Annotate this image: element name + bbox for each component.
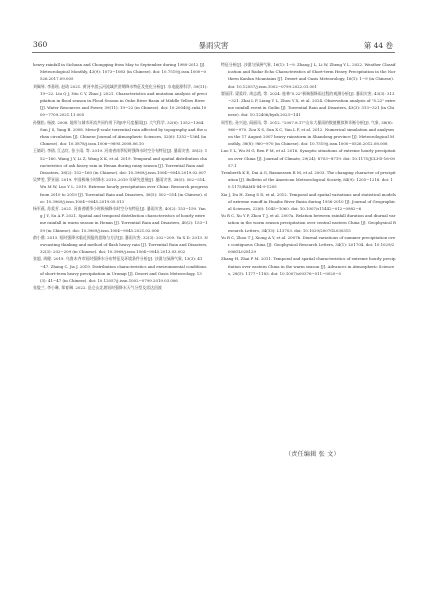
reference-entry: Zhang H, Zhai P M. 2011. Temporal and spatial characteristics of extreme hourly precipitation over eastern China in the warm season [J]. Advances in Atmospheric Sciences, 28(5): 1177−1183. doi: 10.1007/s00376−011−0020−0 <box>221 256 396 276</box>
reference-entry: 翟丽萍, 梁爱玲, 周志霞, 等. 2024. 桂林"5.22"极端强降雨过程的观测分析[J]. 暴雨灾害, 43(3): 313−321. Zhai L P, Liang Y L, Zhou Y X, et al. 2024. Observation analysis of "5.22" extreme rainfall event in Guilin [J]. Torrential Rain and Disasters, 43(3): 313−321 (in Chinese). doi: 10.12406/byzh.2023−141 <box>221 90 396 118</box>
header-rule <box>32 52 395 53</box>
volume-label: 第 44 卷 <box>363 41 393 50</box>
reference-entry: Yu R C, Zhou T J, Xiong A Y, et al. 2007b. Diurnal variations of summer precipitation over contiguous China [J]. Geophysical Research Letters, 34(1): L01704. doi: 10.1029/2006GL028129 <box>221 234 396 255</box>
reference-entry: Luo Y L, Wu M G, Ren F M, et al. 2016. Synoptic situations of extreme hourly precipitation over China [J]. Journal of Climate, 29(24): 8703−8719. doi: 10.1175/JCLI-D-16-0057.1 <box>221 148 396 168</box>
reference-entry: 俞小鼎. 2013. 短时强降水临近预报的思路与方法[J]. 暴雨灾害, 32(3): 202−209. Yu X D. 2013. Nowcasting thinking and method of flash heavy rain [J]. Torrential Rain and Disasters, 32(3): 202−209 (in Chinese). doi: 10.3969/j.issn.1004−9045.2013.03.002 <box>33 234 208 255</box>
reference-entry: Trenberth K E, Dai A G, Rasmussen R M, et al. 2003. The changing character of precipitation [J]. Bulletin of the American Meteorological Society, 84(9): 1205−1218. doi: 10.1175/BAMS-84-9-1205 <box>221 170 396 190</box>
reference-entry: Yu R C, Xu Y P, Zhou T J, et al. 2007a. Relation between rainfall duration and diurnal variation in the warm season precipitation over central eastern China [J]. Geophysical Research Letters, 34(13): L13703. doi: 10.1029/2007GL030315 <box>221 213 396 233</box>
page-number: 360 <box>33 40 48 49</box>
reference-entry: 孙继松, 杨波. 2008. 地形与城市环流共同作用下的β中尺度暴雨[J]. 大气科学, 32(6): 1352−1364. Sun J S, Yang B. 2008. Meso-β-scale torrential rain affected by topography and the urban circulation [J]. Chinese Journal of Atmospheric Sciences, 32(6): 1352−1364 (in Chinese). doi: 10.3878/j.issn.1006−9895.2008.06.10 <box>33 119 207 147</box>
journal-title: 暴雨灾害 <box>198 41 229 50</box>
references-left-column <box>33 61 208 292</box>
reference-entry: Xia J, Du H, Zeng S D, et al. 2012. Temporal and spatial variations and statistical models of extreme runoff in Huaihe River Basin during 1956-2010 [J]. Journal of Geographical Sciences, 22(6): 1045−1060. doi: 10.1007/s11442−012−0982−6 <box>221 191 396 212</box>
reference-entry: 吴梦雯, 罗亚丽. 2019. 中国极端小时降水 2010–2019 年研究进展[J]. 暴雨灾害, 38(5): 502−514. Wu M W, Luo Y L. 2019. Extreme hourly precipitation over China: Research progress from 2010 to 2019 [J]. Torrential Rain and Disasters, 38(5): 502−514 (in Chinese). doi: 10.3969/j.issn.1004−9045.2019.05.013 <box>33 177 208 204</box>
page-header <box>0 0 427 58</box>
references-right-column <box>221 61 396 277</box>
reference-entry: 张超, 周健. 2019. 乌鲁木齐市短时强降水分布特征及环境条件分析[J]. 沙漠与绿洲气象, 13(3): 41−47. Zhang C, Jia J. 2019. Distribution characteristics and environmental conditions of short-term heavy precipitation in Urumqi [J]. Desert and Oasis Meteorology, 13(3): 41−47 (in Chinese). doi: 10.12057/j.issn.1002−0799.2019.03.006 <box>33 256 207 284</box>
reference-entry: 刘佩琴, 李嘉瑶, 赵琦 2021. 黄河中游云河流域洪涝期降水特征及变化分析[J]. 水电能源科学, 39(11): 19−22. Liu Q J, Niu C Y, Zhao J. 2021. Characteristics and mutation analysis of precipitation in flood season in Flood Season in Onhe River Basin of Middle Yellow River [J]. Water Resources and Power, 39(11): 19−22 (in Chinese). doi: 10.20040/j.cnki.1000−7709.2021.11.005 <box>33 83 208 118</box>
reference-entry: 特征分析[J]. 沙漠与绿洲气象, 16(1): 1−9. Zhang J L, Li W, Zheng Y L. 2022. Weather Classification and Radar Echo Characteristics of Short-term Heavy Precipitation in the Northern Kunlun Mountains [J]. Desert and Oasis Meteorology, 16(1): 1−9 (in Chinese). doi: 10.12057/j.issn.1002−0799.2022.01.001 <box>221 62 396 89</box>
reference-entry: 张俊兰, 李小琳, 郑育琳. 2022. 昆仑山北坡短时强降水天气分型及雷达回波 <box>33 285 162 291</box>
reference-entry: 杨军燕, 苏爱芳. 2021. 河南省暖季小时极端降水时空分布特征[J]. 暴雨灾害, 40(2): 153−159. Yang J Y, Su A F. 2021. Spatial and temporal distribution characteristics of hourly extreme rainfall in warm season in Henan [J]. Torrential Rain and Disasters, 40(2): 153−159 (in Chinese). doi: 10.3969/j.issn.1004−9045.2021.02.006 <box>33 206 208 233</box>
responsible-editor: （责任编辑 张 文） <box>285 451 340 458</box>
reference-entry: 周雪松, 孙兴池, 阎丽凤, 等. 2012. "2007.8.17"山东大暴雨的数值模拟和诊断分析[J]. 气象, 38(8): 960−970. Zou X S, Sun X C, Yan L F, et al. 2012. Numerical simulation and analyses on the 17 August 2007 heavy rainstorm in Shandong province [J]. Meteorological Monthly, 38(8): 960−970 (in Chinese). doi: 10.7519/j.issn.1000−0526.2012.08.008 <box>221 119 395 147</box>
reference-entry: heavy rainfall in Sichuan and Chongqing from May to September during 1980-2012 [J]. Meteorological Monthly, 43(9): 1073−1083 (in Chinese). doi: 10.7519/j.issn.1000−0526.2017.09.005 <box>33 62 207 82</box>
reference-entry: 王婧玥, 李倩, 江志红, 张小雨, 等. 2019. 河南省南季短时强降水时空分布特征[J]. 暴雨灾害, 38(2): 152−160. Wang J Y, Li Z, Wang X K, et al. 2019. Temporal and spatial distribution characteristics of ash heavy rain in Henan during rainy season [J]. Torrential Rain and Disasters, 38(2): 152−160 (in Chinese). doi: 10.3969/j.issn.1004−9045.2019.02.007 <box>33 148 208 176</box>
